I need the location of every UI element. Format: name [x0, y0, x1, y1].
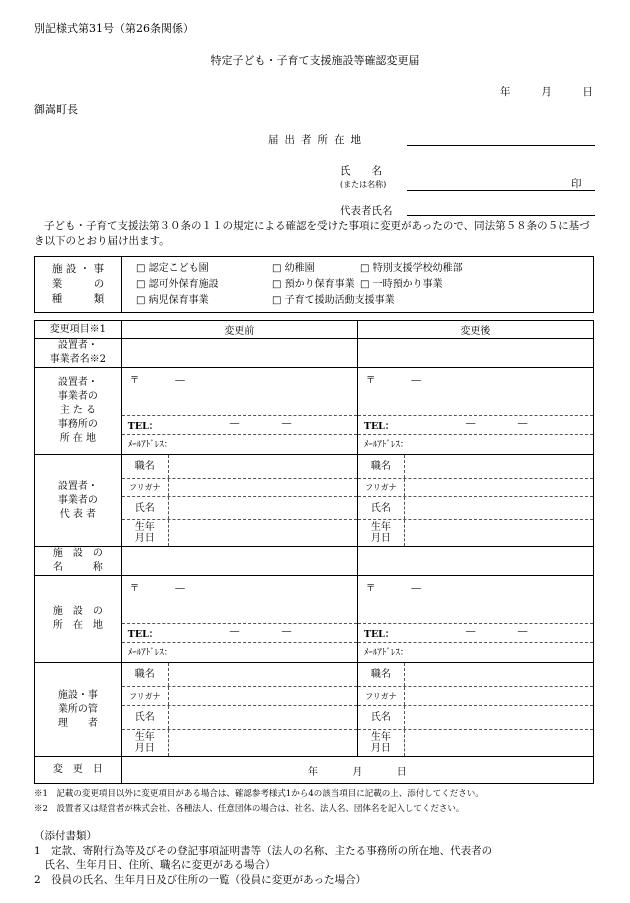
mail-field[interactable]: ﾒｰﾙｱﾄﾞﾚｽ： — [363, 440, 409, 450]
form-number: 別記様式第31号（第26条関係） — [34, 22, 194, 35]
representative-label: 代表者氏名 — [340, 205, 393, 217]
option-extended-care[interactable]: □ 預かり保育事業 — [272, 278, 355, 290]
row-label-manager: 施設・事 業所の管 理 者 — [35, 663, 122, 757]
birth-label: 生年 月日 — [122, 520, 169, 546]
date-month: 月 — [541, 86, 552, 98]
row-label-change-date: 変 更 日 — [35, 757, 122, 784]
before-operator-name[interactable] — [121, 339, 357, 368]
kana-label: フリガナ — [122, 479, 169, 496]
name-label: 氏名 — [122, 706, 169, 729]
tel-field[interactable]: TEL： ― ― — [122, 416, 357, 435]
before-manager[interactable] — [121, 663, 357, 757]
tel-field[interactable]: TEL： ― ― — [122, 624, 357, 643]
option-sick-child-care[interactable]: □ 病児保育事業 — [136, 294, 209, 306]
date-year: 年 — [500, 86, 511, 98]
kana-label: フリガナ — [122, 687, 169, 705]
submission-date — [500, 84, 593, 99]
title-label: 職名 — [358, 663, 405, 686]
page-title: 特定子ども・子育て支援施設等確認変更届 — [210, 54, 420, 67]
after-manager[interactable] — [357, 663, 593, 757]
name-label: 氏名 — [122, 497, 169, 519]
mail-field[interactable]: ﾒｰﾙｱﾄﾞﾚｽ： — [363, 648, 409, 658]
option-certified-kodomoen[interactable]: □ 認定こども園 — [136, 262, 209, 274]
cd-year: 年 — [308, 766, 318, 778]
option-family-support[interactable]: □ 子育て援助活動支援事業 — [272, 294, 395, 306]
before-facility-name[interactable] — [121, 547, 357, 576]
row-label-facility-address: 施 設 の 所 在 地 — [35, 576, 122, 663]
cd-day: 日 — [396, 766, 407, 778]
facility-options — [122, 257, 594, 313]
date-day: 日 — [582, 86, 593, 98]
kana-label: フリガナ — [358, 479, 405, 496]
intro-text: 子ども・子育て支援法第３０条の１１の規定による確認を受けた事項に変更があったので、同法第５８条の５に基づき以下のとおり届け出ます。 — [34, 220, 590, 247]
after-operator-name[interactable] — [357, 339, 593, 368]
after-facility-address[interactable] — [357, 576, 593, 663]
postal-field[interactable]: 〒 ― — [358, 576, 593, 624]
after-office-address[interactable] — [357, 368, 593, 455]
attachment-item-1: 1 定款、寄附行為等及びその登記事項証明書等（法人の名称、主たる事務所の所在地、代表者の — [34, 845, 493, 857]
change-table — [34, 320, 594, 784]
header-before: 変更前 — [121, 321, 357, 339]
title-label: 職名 — [358, 455, 405, 478]
before-representative[interactable] — [121, 455, 357, 547]
facility-type-table — [34, 256, 594, 313]
option-temporary-care[interactable]: □ 一時預かり事業 — [360, 278, 443, 290]
note-1: ※1 記載の変更項目以外に変更項目がある場合は、確認参考様式1から4の該当項目に記載の上、添付してください。 — [34, 789, 484, 799]
option-kindergarten[interactable]: □ 幼稚園 — [272, 262, 315, 274]
note-2: ※2 設置者又は経営者が株式会社、各種法人、任意団体の場合は、社名、法人名、団体名を記入してください。 — [34, 804, 465, 814]
tel-field[interactable]: TEL： ― ― — [358, 624, 593, 643]
row-label-facility-name: 施 設 の 名 称 — [35, 547, 122, 576]
name-label: 氏名 — [358, 706, 405, 729]
mail-field[interactable]: ﾒｰﾙｱﾄﾞﾚｽ： — [127, 648, 173, 658]
mail-field[interactable]: ﾒｰﾙｱﾄﾞﾚｽ： — [127, 440, 173, 450]
header-item: 変更項目※1 — [35, 321, 122, 339]
birth-label: 生年 月日 — [122, 730, 169, 756]
postal-field[interactable]: 〒 ― — [122, 368, 357, 416]
header-after: 変更後 — [357, 321, 593, 339]
birth-label: 生年 月日 — [358, 520, 405, 546]
before-facility-address[interactable] — [121, 576, 357, 663]
tel-field[interactable]: TEL： ― ― — [358, 416, 593, 435]
after-representative[interactable] — [357, 455, 593, 547]
option-special-school-kindergarten[interactable]: □ 特別支援学校幼稚部 — [360, 262, 463, 274]
postal-field[interactable]: 〒 ― — [122, 576, 357, 624]
title-label: 職名 — [122, 663, 169, 686]
kana-label: フリガナ — [358, 687, 405, 705]
filer-address-label: 届出者所在地 — [268, 134, 367, 146]
title-label: 職名 — [122, 455, 169, 478]
postal-field[interactable]: 〒 ― — [358, 368, 593, 416]
row-label-representative: 設置者・ 事業者の 代 表 者 — [35, 455, 122, 547]
filer-address-field[interactable] — [407, 145, 595, 146]
filer-name-sub: (または名称) — [340, 180, 387, 189]
cd-month: 月 — [352, 766, 363, 778]
attachments-title: （添付書類） — [34, 830, 97, 842]
before-office-address[interactable] — [121, 368, 357, 455]
birth-label: 生年 月日 — [358, 730, 405, 756]
addressee: 御嵩町長 — [34, 103, 78, 116]
name-label: 氏名 — [358, 497, 405, 519]
filer-name-label: 氏 名 — [340, 165, 382, 177]
change-date-field[interactable] — [121, 757, 593, 784]
row-label-office-address: 設置者・ 事業者の 主 た る 事務所の 所 在 地 — [35, 368, 122, 455]
after-facility-name[interactable] — [357, 547, 593, 576]
attachment-item-2: 2 役員の氏名、生年月日及び住所の一覧（役員に変更があった場合） — [34, 874, 367, 886]
option-unlicensed-childcare[interactable]: □ 認可外保育施設 — [136, 278, 219, 290]
facility-type-label: 施 設 ・ 事 業 の 種 類 — [35, 257, 122, 313]
filer-name-field[interactable] — [407, 190, 595, 191]
representative-field[interactable] — [407, 215, 595, 216]
row-label-operator-name: 設置者・ 事業者名※2 — [35, 339, 122, 368]
seal-mark: 印 — [571, 178, 582, 190]
attachment-item-1-cont: 氏名、生年月日、住所、職名に変更がある場合） — [34, 859, 276, 871]
